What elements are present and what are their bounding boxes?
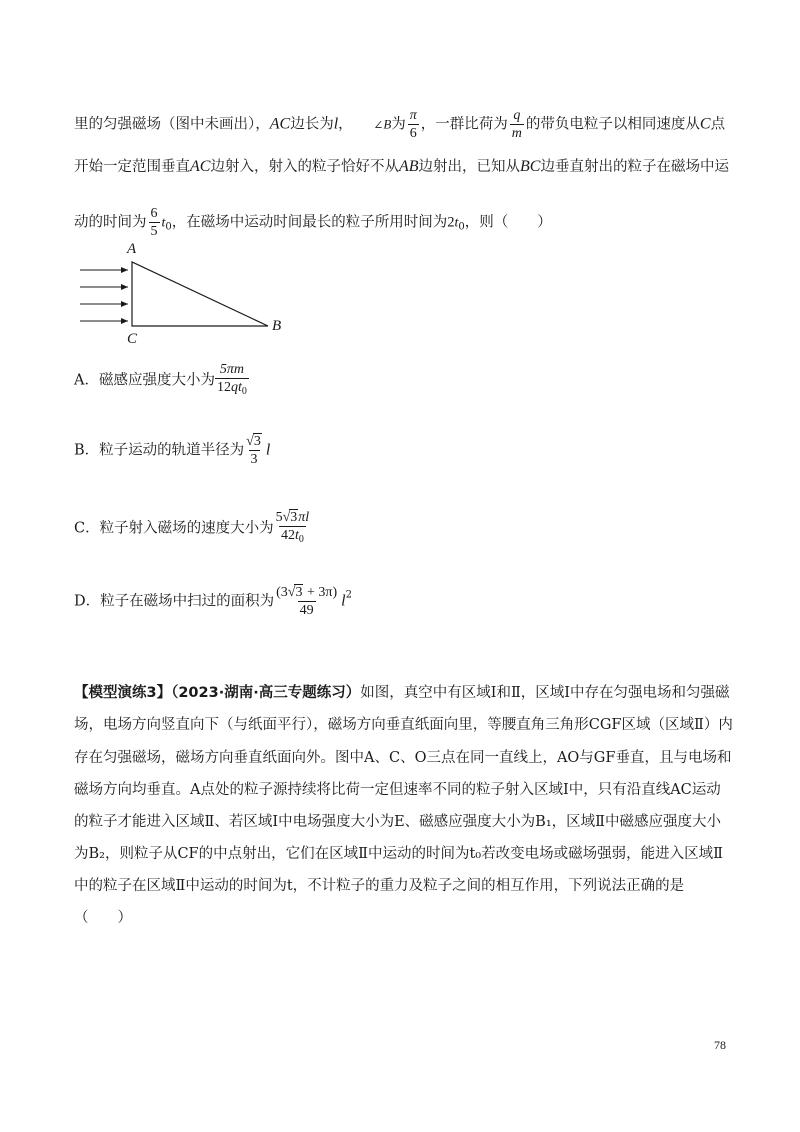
den-coef: 42 [280,528,295,543]
denominator: 49 [299,603,314,618]
label-A: A [127,241,137,257]
superscript: 2 [345,589,352,601]
fraction-pi-6 [408,107,419,142]
var-AC: AC [190,158,211,175]
den-var: t [294,528,299,543]
radicand: 3 [253,434,261,449]
subscript: 0 [298,534,304,545]
label-B: B [272,318,282,334]
fraction-6-5 [149,205,160,240]
den-var: qt [230,380,242,395]
text: 为 [391,116,406,133]
problem-line-2 [74,157,729,177]
page-number: 78 [714,1038,726,1052]
var-t: t [454,215,459,231]
fraction: $\frac{5√3\pi l}{42t_0}$ [274,509,312,548]
practice-line-4: 磁场方向均垂直。A点处的粒子源持续将比荷一定但速率不同的粒子射入区域Ⅰ中，只有沿直线AC运动 [74,782,721,798]
den-coef: 12 [216,380,231,395]
practice-line-5: 的粒子才能进入区域Ⅱ、若区域Ⅰ中电场强度大小为E、磁感应强度大小为B₁，区域Ⅱ中磁感应强度大小 [74,814,721,830]
option-A [74,361,251,400]
text: ， [338,116,353,133]
denominator: 3 [250,452,258,467]
var-B: B [383,116,392,132]
num-var: πl [298,510,310,525]
option-label: B．粒子运动的轨道半径为 [74,442,245,459]
num-coef: 5 [275,510,283,525]
triangle-figure [74,240,294,350]
text: 边射出，已知从 [418,159,520,175]
var-AC: AC [269,115,291,133]
practice-line-1 [74,679,730,707]
subscript: 0 [458,221,465,233]
fraction [215,361,249,400]
practice-header: 【模型演练3】（2023·湖南·高三专题练习） [74,685,361,701]
text: 动的时间为 [74,214,147,231]
practice-line-7: 中的粒子在区域Ⅱ中运动的时间为t，不计粒子的重力及粒子之间的相互作用，下列说法正确的是 [74,878,685,894]
subscript: 0 [241,386,247,397]
var-l: l [341,592,346,610]
var-l: l [333,115,339,133]
num-open: (3 [276,585,288,600]
text: 里的匀强磁场（图中未画出）， [74,116,270,133]
denominator: 5 [150,224,158,239]
numerator: 5πm [219,362,244,377]
denominator: m [511,126,522,141]
var-C: C [699,115,711,133]
practice-line-6: 为B₂，则粒子从CF的中点射出，它们在区域Ⅱ中运动的时间为t₀若改变电场或磁场强弱，能进入区域Ⅱ [74,846,723,862]
text: 开始一定范围垂直 [74,159,190,175]
label-C: C [127,331,138,347]
num-rest: + 3π) [303,585,338,600]
coef: 2 [447,214,455,231]
angle-symbol: ∠ [373,117,384,132]
fraction: $\frac{(3√3 + 3\pi)}{49}$ [276,585,338,618]
option-C [74,509,313,548]
fraction-q-m [510,107,524,142]
option-label: D．粒子在磁场中扫过的面积为 [74,593,275,610]
text: 边射入，射入的粒子恰好不从 [210,159,399,175]
radicand: 3 [295,585,303,600]
numerator: π [409,108,417,123]
option-label: C．粒子射入磁场的速度大小为 [74,520,274,537]
text: 边长为 [290,116,334,133]
practice-line-3: 存在匀强磁场，磁场方向垂直纸面向外。图中A、C、O三点在同一直线上，AO与GF垂直，且与电场和 [74,750,732,766]
var-l: l [265,441,271,459]
practice-line-8: （ ） [74,910,132,926]
text: ，一群比荷为 [420,116,508,133]
option-label: A．磁感应强度大小为 [74,372,215,389]
practice-line-2: 场，电场方向竖直向下（与纸面平行），磁场方向垂直纸面向里，等腰直角三角形CGF区域（区域Ⅱ）内 [74,717,733,733]
problem-line-1 [74,107,725,142]
text: ，在磁场中运动时间最长的粒子所用时间为 [171,214,448,231]
option-D [74,584,352,619]
subscript: 0 [165,221,172,233]
problem-line-3 [74,205,552,240]
denominator: 6 [409,126,417,141]
text: 如图，真空中有区域Ⅰ和Ⅱ，区域Ⅰ中存在匀强电场和匀强磁 [360,685,730,701]
text: ，则（ ） [464,214,552,231]
text: 点 [710,116,726,133]
text: 的带负电粒子以相同速度从 [525,116,700,133]
var-t: t [161,215,166,231]
option-B [74,433,270,468]
triangle [132,262,268,326]
text: 边垂直射出的粒子在磁场中运 [540,159,729,175]
fraction: $\frac{√3}{3}$ [246,434,261,467]
var-BC: BC [520,158,541,175]
var-AB: AB [398,158,419,175]
numerator: q [513,108,521,123]
numerator: 6 [150,206,158,221]
radicand: 3 [290,510,298,525]
